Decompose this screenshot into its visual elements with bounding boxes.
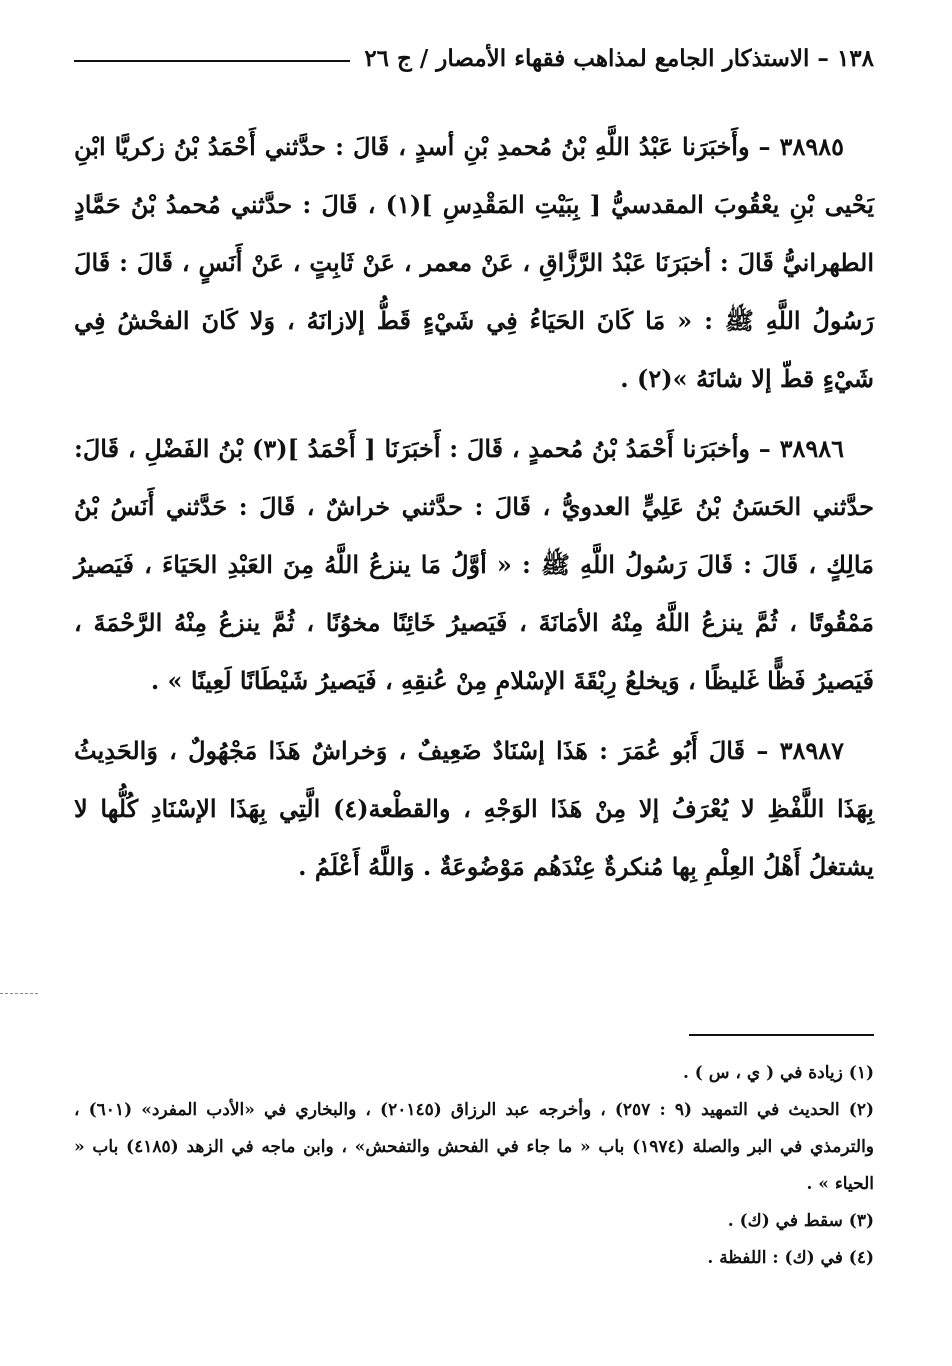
paragraph-text: – وأَخبَرَنا عَبْدُ اللَّهِ بْنُ مُحمدِ بْنِ أسدٍ ، قَالَ : حدَّثني أَحْمَدُ بْنُ زكريَّا ابْنِ يَحْيى بْنِ يعْقُوبَ المقدسيُّ [ بِبَيْتِ المَقْدِسِ ](١) ، قَالَ : حدَّثني مُحمدُ بْنُ حَمَّادٍ الطهرانيُّ قَالَ : أخبَرَنَا عَبْدُ الرَّزَّاقِ ، عَنْ معمر ، عَنْ ثَابِتٍ ، عَنْ أَنَسٍ ، قَالَ : قَالَ رَسُولُ اللَّهِ ﷺ : « مَا كَانَ الحَيَاءُ فِي شَيْءٍ قَطُّ إلازانَهُ ، وَلا كَانَ الفحْشُ فِي شَيْءٍ قطّ إلا شانَهُ »(٢) . — [74, 132, 875, 393]
footnote-2: (٢) الحديث في التمهيد (٩ : ٢٥٧) ، وأخرجه عبد الرزاق (٢٠١٤٥) ، والبخاري في «الأدب المفرد» (٦٠١) ، والترمذي في البر والصلة (١٩٧٤) باب « ما جاء في الفحش والتفحش» ، وابن ماجه في الزهد (٤١٨٥) باب « الحياء » . — [74, 1100, 875, 1194]
scan-margin-mark — [0, 993, 38, 994]
footnote-separator — [689, 1034, 874, 1036]
running-title: ١٣٨ – الاستذكار الجامع لمذاهب فقهاء الأمصار / ج ٢٦ — [364, 44, 874, 72]
hadith-number: ٣٨٩٨٥ — [779, 132, 844, 161]
footnote-1: (١) زيادة في ( ي ، س ) . — [682, 1063, 874, 1083]
header-rule — [74, 60, 350, 62]
page-header — [74, 38, 874, 78]
footnotes — [74, 1055, 874, 1277]
main-text — [74, 118, 874, 908]
paragraph-38985 — [74, 118, 874, 408]
footnote-3: (٣) سقط في (ك) . — [727, 1211, 874, 1231]
paragraph-text: – وأخبَرَنا أَحْمَدُ بْنُ مُحمدٍ ، قَالَ : أَخبَرَنَا [ أَحْمَدُ ](٣) بْنُ الفَضْلِ ، قَالَ: حدَّثني الحَسَنُ بْنُ عَلِيٍّ العدويُّ ، قَالَ : حدَّثني خراشٌ ، قَالَ : حَدَّثني أَنَسُ بْنُ مَالِكٍ ، قَالَ : قَالَ رَسُولُ اللَّهِ ﷺ : « أوَّلُ مَا ينزعُ اللَّهُ مِنَ العَبْدِ الحَيَاءَ ، فَيَصيرُ مَمْقُوتًا ، ثُمَّ ينزعُ اللَّهُ مِنْهُ الأمَانَةَ ، فَيَصيرُ خَائِنًا مخوُنًا ، ثُمَّ ينزعُ مِنْهُ الرَّحْمَةَ ، فَيَصيرُ فَظًّا غَليظًا ، وَيخلعُ رِبْقَةَ الإسْلامِ مِنْ عُنقِهِ ، فَيَصيرُ شَيْطَانًا لَعِينًا » . — [74, 434, 874, 695]
footnote-4: (٤) في (ك) : اللفظة . — [707, 1248, 874, 1268]
paragraph-38987 — [74, 722, 874, 896]
hadith-number: ٣٨٩٨٦ — [779, 434, 845, 463]
paragraph-text: – قَالَ أَبُو عُمَرَ : هَذَا إسْنَادٌ ضَعِيفٌ ، وَخراشٌ هَذَا مَجْهُولٌ ، وَالحَدِيثُ بِهَذَا اللَّفْظِ لا يُعْرَفُ إلا مِنْ هَذَا الوَجْهِ ، والقطْعة(٤) الَّتِي بِهَذَا الإسْنَادِ كُلُّها لا يشتغلُ أَهْلُ العِلْمِ بِها مُنكرةٌ عِنْدَهُم مَوْضُوعَةٌ . وَاللَّهُ أَعْلَمُ . — [74, 736, 874, 881]
hadith-number: ٣٨٩٨٧ — [779, 736, 845, 765]
paragraph-38986 — [74, 420, 874, 710]
